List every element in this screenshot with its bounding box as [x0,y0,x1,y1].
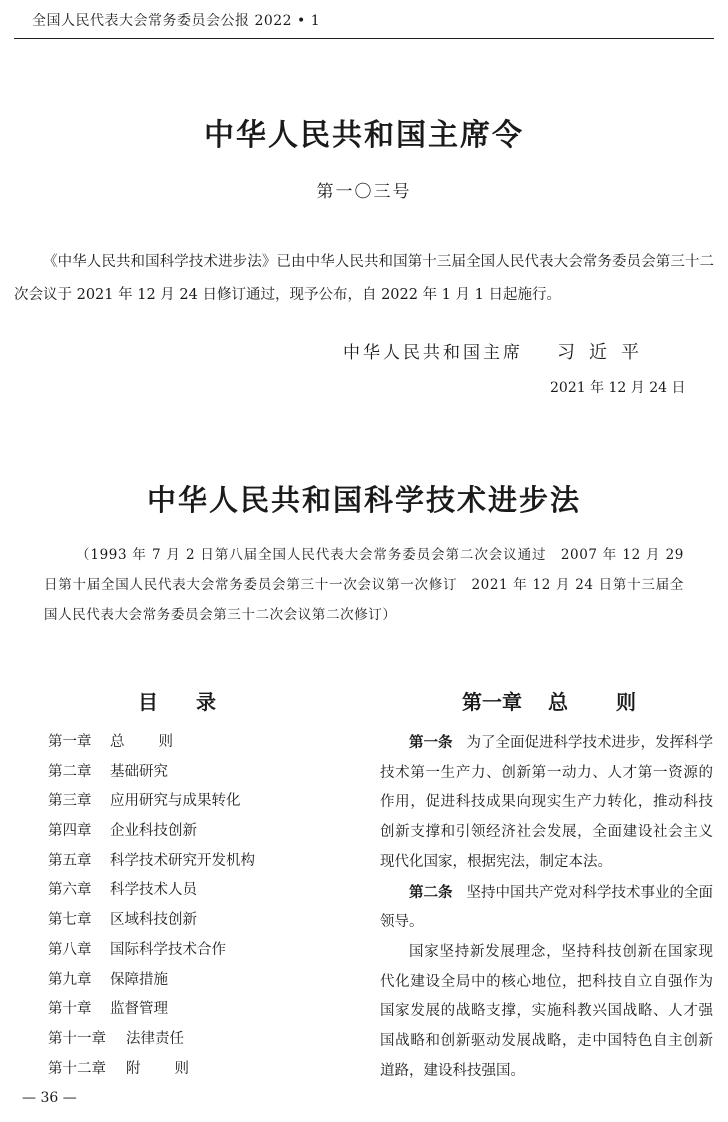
article-label: 第二条 [409,883,453,901]
toc-chapter-title: 区域科技创新 [110,912,197,929]
toc-heading: 目录 [138,690,254,714]
order-number: 第一〇三号 [316,182,412,202]
article-text: 为了全面促进科学技术进步，发挥科学技术第一生产力、创新第一动力、人才第一资源的作用，促进科技成果向现实生产力转化，推动科技创新支撑和引领经济社会发展，全面建设社会主义现代化国家，根据宪法，制定本法。 [380,735,713,870]
toc-chapter-title: 总则 [110,734,207,750]
toc-chapter-number: 第十章 [48,1001,92,1018]
toc-chapter-title: 附则 [126,1060,223,1077]
article-1 [380,728,713,878]
signature-date: 2021 年 12 月 24 日 [550,380,686,396]
law-title: 中华人民共和国科学技术进步法 [146,483,581,517]
toc-chapter-title: 科学技术研究开发机构 [110,852,255,869]
toc-chapter-title: 应用研究与成果转化 [110,793,241,810]
toc-chapter-number: 第二章 [48,763,92,780]
header-rule [14,38,714,39]
revision-note: （1993 年 7 月 2 日第八届全国人民代表大会常务委员会第二次会议通过 2007 年 12 月 29 日第十届全国人民代表大会常务委员会第三十一次会议第一次修订 2021 年 12 月 24 日第十三届全国人民代表大会常务委员会第三十二次会议第二次修订） [44,547,684,623]
toc-chapter-number: 第一章 [48,734,92,750]
article-2-paragraph: 国家坚持新发展理念，坚持科技创新在国家现代化建设全局中的核心地位，把科技自立自强作为国家发展的战略支撑，实施科教兴国战略、人才强国战略和创新驱动发展战略，走中国特色自主创新道路，建设科技强国。 [380,943,713,1079]
toc-item[interactable] [48,847,255,877]
page-number: — 36 — [22,1090,77,1106]
chapter-title-char: 总 [548,690,568,714]
article-label: 第一条 [409,734,453,751]
chapter-number: 第一章 [462,690,522,714]
toc-item[interactable] [48,817,255,847]
announcement-paragraph: 《中华人民共和国科学技术进步法》已由中华人民共和国第十三届全国人民代表大会常务委员会第三十二次会议于 2021 年 12 月 24 日修订通过，现予公布，自 2022 年 1 月 1 日起施行。 [14,254,714,303]
toc-item[interactable] [48,995,255,1025]
toc-chapter-number: 第三章 [48,793,92,810]
toc-chapter-title: 基础研究 [110,763,168,780]
toc-chapter-title: 企业科技创新 [110,823,197,840]
toc-chapter-number: 第八章 [48,941,92,958]
toc-item[interactable] [48,966,255,996]
toc-chapter-title: 法律责任 [126,1030,184,1047]
toc-item[interactable] [48,876,255,906]
toc-chapter-number: 第四章 [48,823,92,840]
toc-chapter-number: 第十一章 [48,1030,106,1047]
signer-title: 中华人民共和国主席 [343,343,523,363]
chapter-title-char: 则 [616,690,636,714]
toc-chapter-number: 第七章 [48,912,92,929]
toc-chapter-title: 科学技术人员 [110,882,197,899]
signer-name: 习近平 [557,342,653,363]
toc-chapter-number: 第五章 [48,852,92,869]
toc-chapter-title: 保障措施 [110,971,168,988]
article-2 [380,878,713,938]
toc-item[interactable] [48,1025,255,1055]
toc-item[interactable] [48,906,255,936]
toc-chapter-title: 监督管理 [110,1001,168,1018]
order-title: 中华人民共和国主席令 [204,118,524,153]
toc-item[interactable] [48,758,255,788]
chapter-body [380,728,713,1086]
toc-item[interactable] [48,1055,255,1085]
toc-chapter-number: 第六章 [48,882,92,899]
toc-chapter-number: 第十二章 [48,1060,106,1077]
toc-item[interactable] [48,787,255,817]
running-header: 全国人民代表大会常务委员会公报 2022 • 1 [32,13,321,29]
article-text: 坚持中国共产党对科学技术事业的全面领导。 [380,884,713,931]
toc-chapter-title: 国际科学技术合作 [110,941,226,958]
toc-item[interactable] [48,728,255,758]
chapter-heading [462,686,636,715]
toc-list [48,728,255,1084]
toc-chapter-number: 第九章 [48,971,92,988]
toc-item[interactable] [48,936,255,966]
